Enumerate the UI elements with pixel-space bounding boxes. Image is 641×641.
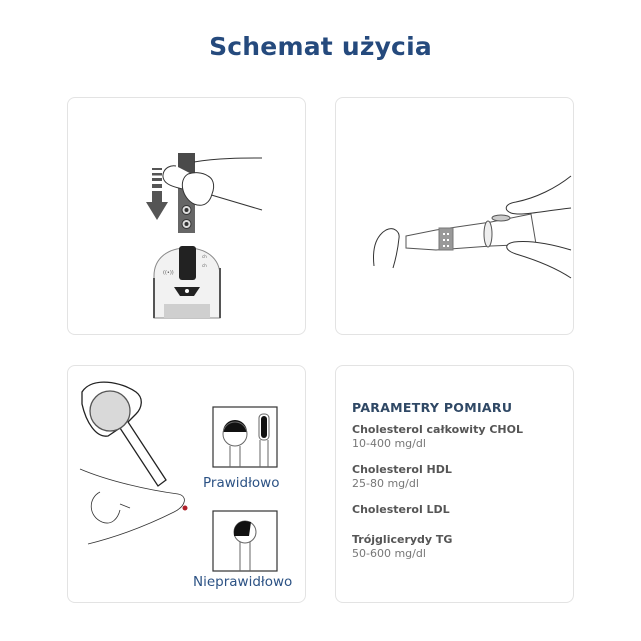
param-range: 50-600 mg/dl — [352, 547, 426, 560]
lancing-device-illustration — [336, 98, 575, 336]
param-item — [352, 463, 523, 491]
param-item — [352, 503, 523, 517]
params-heading: PARAMETRY POMIARU — [352, 400, 513, 415]
param-item — [352, 423, 523, 451]
insert-strip-illustration — [68, 98, 307, 336]
param-item — [352, 533, 523, 561]
svg-text:ch: ch — [202, 254, 207, 259]
param-range: 10-400 mg/dl — [352, 437, 426, 450]
capillary-tube-icon — [82, 382, 166, 486]
svg-text:ch: ch — [202, 263, 207, 268]
param-range: 25-80 mg/dl — [352, 477, 419, 490]
incorrect-label: Nieprawidłowo — [193, 574, 293, 590]
step-card-lancing-device — [335, 97, 574, 335]
params-list — [352, 400, 523, 573]
correct-sample-icon — [213, 407, 277, 467]
meter-icon — [154, 246, 220, 318]
step-card-blood-sample — [67, 365, 306, 603]
svg-text:((•)): ((•)) — [163, 270, 174, 276]
param-name: Cholesterol całkowity CHOL — [352, 423, 523, 436]
step-card-insert-strip — [67, 97, 306, 335]
params-card — [335, 365, 574, 603]
finger-icon — [163, 158, 262, 210]
page-title: Schemat użycia — [209, 32, 432, 61]
param-name: Cholesterol LDL — [352, 503, 450, 516]
finger-icon — [80, 469, 184, 544]
blood-drop-icon — [183, 506, 188, 511]
param-name: Trójglicerydy TG — [352, 533, 453, 546]
param-name: Cholesterol HDL — [352, 463, 452, 476]
incorrect-sample-icon — [213, 511, 277, 571]
correct-label: Prawidłowo — [203, 475, 280, 491]
fingertip-icon — [374, 229, 400, 268]
